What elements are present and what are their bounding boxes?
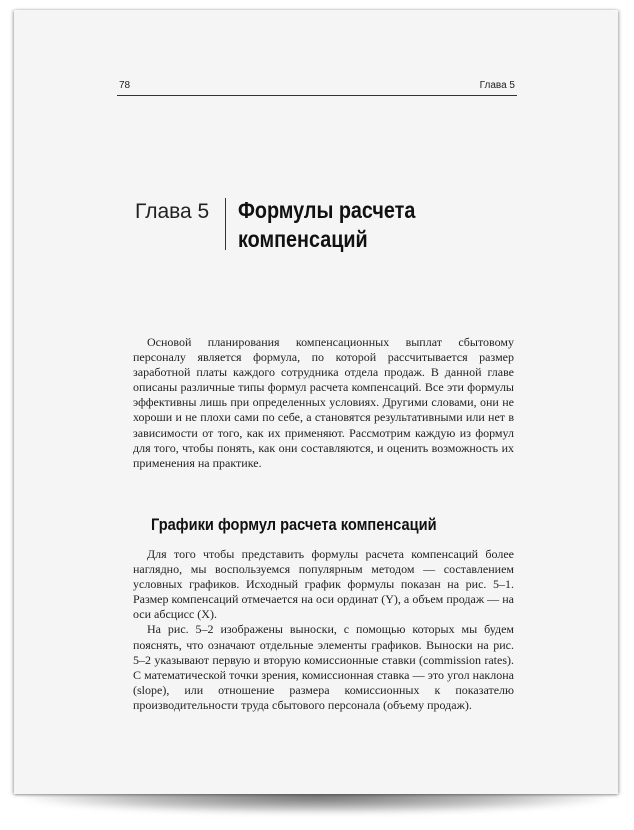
running-head [117, 73, 517, 96]
chapter-divider [225, 198, 226, 250]
running-head-chapter: Глава 5 [479, 80, 515, 91]
section-paragraph-1: Для того чтобы представить формулы расчета компенсаций более наглядно, мы воспользуемся популярным методом — составлением условных графиков. Исходный график формулы показан на рис. 5–1. Размер компенсаций отмечается на оси ординат (Y), а объем продаж — на оси абсцисс (X). [133, 547, 514, 622]
intro-text [133, 335, 514, 471]
book-page [14, 10, 618, 794]
section-body [133, 547, 514, 713]
intro-paragraph: Основой планирования компенсационных выплат сбытовому персоналу является формула, по которой рассчитывается размер заработной платы каждого сотрудника отдела продаж. В данной главе описаны различные типы формул расчета компенсаций. Все эти формулы эффективны лишь при определенных условиях. Другими словами, они не хороши и не плохи сами по себе, а становятся результативными или нет в зависимости от того, как их применяют. Рассмотрим каждую из формул для того, чтобы понять, как они составляются, и оценить возможность их применения на практике. [133, 335, 514, 470]
chapter-title [238, 196, 415, 254]
chapter-title-line-1: Формулы расчета [238, 197, 416, 223]
chapter-title-line-2: компенсаций [238, 226, 368, 252]
page-number: 78 [119, 80, 131, 91]
chapter-label: Глава 5 [135, 200, 210, 223]
section-heading: Графики формул расчета компенсаций [151, 515, 437, 534]
section-paragraph-2: На рис. 5–2 изображены выноски, с помощью которых мы будем пояснять, что означают отдельные элементы графиков. Выноски на рис. 5–2 указывают первую и вторую комиссионные ставки (commission rates). С математической точки зрения, комиссионная ставка — это угол наклона (slope), или отношение размера комиссионных к показателю производительности труда сбытового персонала (объему продаж). [133, 622, 514, 712]
